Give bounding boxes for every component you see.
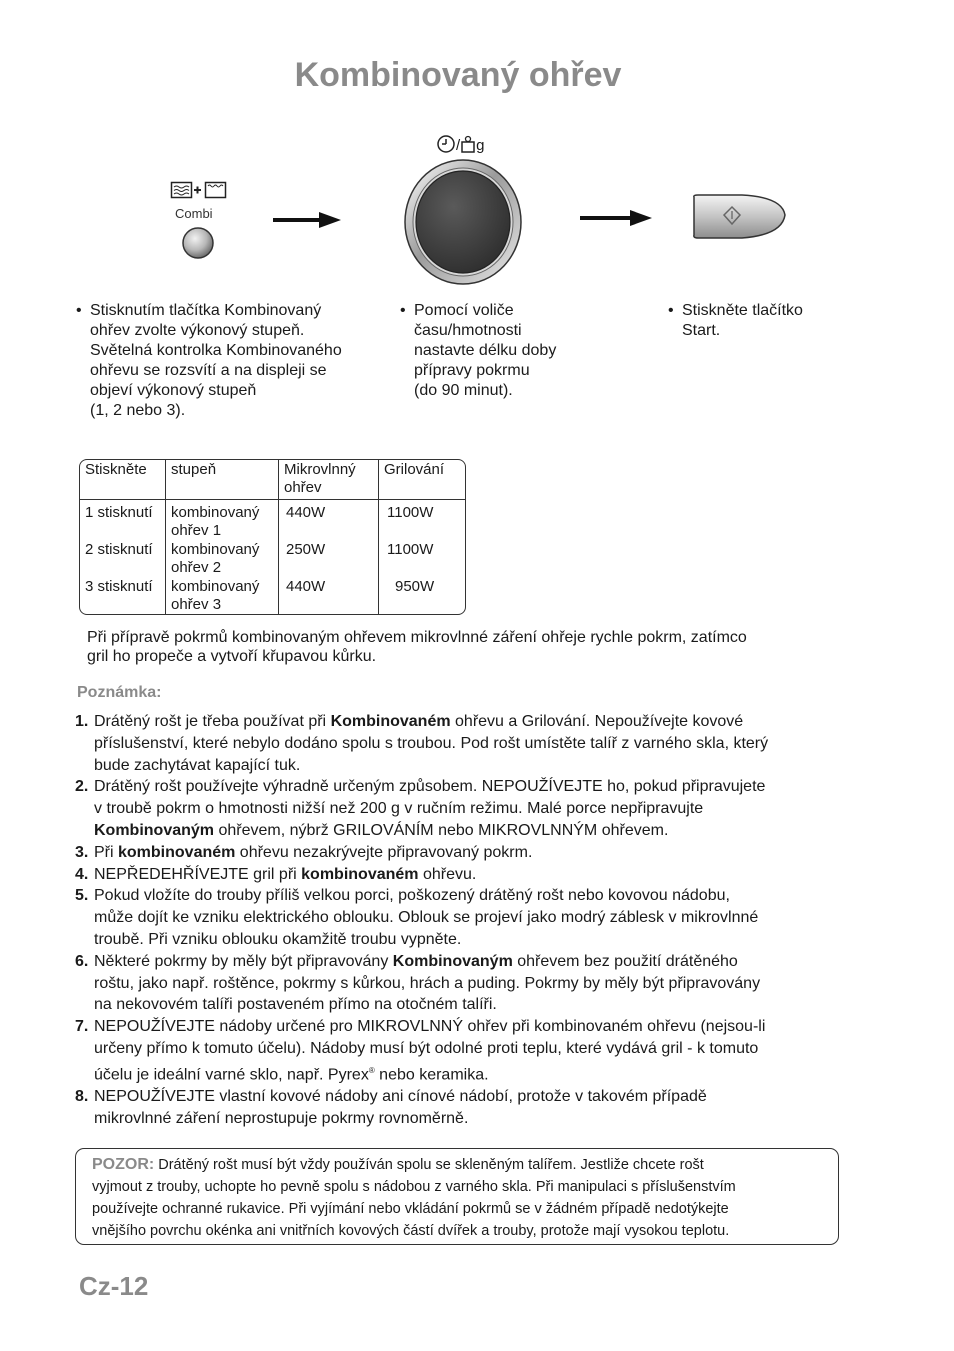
notes-list (75, 711, 855, 1129)
note-number: 5. (75, 887, 89, 905)
level-line: kombinovaný (171, 504, 260, 521)
text-line: roštu, jako např. roštěnce, pokrmy s kůrkou, hrách a puding. Pokrmy by měly být připravovány (94, 974, 761, 992)
text-line: objeví výkonový stupeň (90, 382, 257, 399)
level-line: ohřev 2 (171, 559, 222, 576)
bold-run: Kombinovaným (392, 952, 513, 970)
text-run: Drátěný rošt musí být vždy používán spolu se skleněným talířem. Jestliže chcete rošt (154, 1157, 704, 1173)
time-weight-dial-group (400, 130, 526, 290)
power-level-table (79, 459, 466, 615)
text-line: ohřevu se rozsvítí a na displeji se (90, 362, 327, 379)
text-line: může dojít ke vzniku elektrického oblouku. Oblouk se projeví jako modrý záblesk v mikrovlnné (94, 909, 759, 927)
text-run: NEPŘEDEHŘÍVEJTE gril při (94, 865, 302, 883)
list-item (75, 842, 855, 864)
note-number: 6. (75, 952, 89, 970)
text-line: určeny přímo k tomuto účelu). Nádoby musí být odolné proti teplu, které vydává gril - k tomuto (94, 1039, 759, 1057)
intro-paragraph (87, 628, 747, 666)
level-line: kombinovaný (171, 578, 260, 595)
text-line (94, 820, 855, 842)
table-header-row (80, 460, 465, 500)
text-run: ohřevem, nýbrž GRILOVÁNÍM nebo MIKROVLNNÝM ohřevem. (214, 821, 669, 839)
text-line: v troubě pokrm o hmotnosti nižší než 200 g v ručním režimu. Malé porce nepřipravujte (94, 800, 704, 818)
list-item (75, 951, 855, 1016)
list-item (75, 776, 855, 841)
bold-run: kombinovaném (301, 865, 419, 883)
note-number: 2. (75, 778, 89, 796)
text-line (94, 951, 855, 973)
text-line: času/hmotnosti (414, 322, 522, 339)
text-line: používejte ochranné rukavice. Při vyjímání nebo vkládání pokrmů se v žádném případě nedotýkejte (92, 1201, 729, 1217)
dial-unit: g (476, 137, 485, 154)
text-line: Při přípravě pokrmů kombinovaným ohřevem mikrovlnné záření ohřeje rychle pokrm, zatímco (87, 629, 747, 646)
start-button[interactable] (690, 193, 788, 241)
text-line: troubě. Při vzniku oblouku okamžitě troubu vypněte. (94, 930, 462, 948)
grill-power-cell: 950W (378, 577, 465, 614)
level-cell (165, 577, 278, 614)
arrow-right-icon (273, 210, 343, 230)
combi-button[interactable] (181, 226, 215, 260)
text-run: nebo keramika. (374, 1066, 489, 1084)
note-number: 8. (75, 1087, 89, 1105)
level-line: ohřev 1 (171, 522, 222, 539)
list-item (75, 711, 855, 776)
text-line: vnějšího povrchu okénka ani vnitřních kovových částí dvířek a trouby, protože mají vysokou teplotu. (92, 1223, 730, 1239)
text-line (94, 1060, 855, 1086)
press-cell: 1 stisknutí (85, 504, 153, 521)
text-line: Pokud vložíte do trouby příliš velkou porci, poškozený drátěný rošt nebo kovovou nádobu, (94, 887, 730, 905)
text-line (92, 1154, 828, 1176)
list-item (75, 1086, 855, 1130)
level-cell (165, 500, 278, 540)
text-run: ohřevu nezakrývejte připravovaný pokrm. (235, 843, 533, 861)
table-row (80, 500, 465, 540)
text-line: Pomocí voliče (414, 302, 514, 319)
combi-label: Combi (175, 206, 213, 221)
text-line: NEPOUŽÍVEJTE vlastní kovové nádoby ani cínové nádobí, protože v takovém případě (94, 1087, 707, 1105)
step-3-text (668, 301, 803, 341)
text-line: přípravy pokrmu (414, 362, 530, 379)
header-press: Stiskněte (80, 460, 165, 500)
grill-power-cell: 1100W (378, 500, 465, 540)
arrow-right-icon (580, 208, 654, 228)
text-line: NEPOUŽÍVEJTE nádoby určené pro MIKROVLNNÝ ohřev při kombinovaném ohřevu (nejsou-li (94, 1018, 766, 1036)
text-line: vyjmout z trouby, uchopte ho pevně spolu s nádobou z varného skla. Při manipulaci s příslušenstvím (92, 1179, 736, 1195)
clock-icon (436, 134, 456, 154)
text-run: Některé pokrmy by měly být připravovány (94, 952, 393, 970)
list-item (75, 864, 855, 886)
text-line: (do 90 minut). (414, 382, 513, 399)
text-run: ohřevu a Grilování. Nepoužívejte kovové (450, 713, 744, 730)
header-microwave (278, 460, 378, 500)
text-line: Drátěný rošt používejte výhradně určeným způsobem. NEPOUŽÍVEJTE ho, pokud připravujete (94, 778, 766, 796)
note-number: 1. (75, 713, 89, 730)
page-title: Kombinovaný ohřev (294, 56, 622, 94)
text-run: účelu je ideální varné sklo, např. Pyrex (94, 1066, 369, 1084)
header-level: stupeň (165, 460, 278, 500)
text-line (94, 711, 855, 733)
text-line: (1, 2 nebo 3). (90, 402, 186, 419)
text-run: Při (94, 843, 118, 861)
text-run: Drátěný rošt je třeba používat při (94, 713, 331, 730)
text-line (94, 864, 855, 886)
step-2-text (400, 301, 556, 401)
text-line: Světelná kontrolka Kombinovaného (90, 342, 342, 359)
text-line: gril ho propeče a vytvoří křupavou kůrku. (87, 648, 377, 665)
level-line: kombinovaný (171, 541, 260, 558)
text-line: Stisknutím tlačítka Kombinovaný (90, 302, 322, 319)
grill-power-cell: 1100W (378, 540, 465, 577)
dial-symbols (436, 134, 485, 156)
text-run: ohřevu. (418, 865, 477, 883)
combi-button-group (166, 180, 232, 264)
note-number: 3. (75, 843, 89, 861)
text-line: ohřev zvolte výkonový stupeň. (90, 322, 305, 339)
microwave-power-cell: 440W (278, 500, 378, 540)
bullet: • (668, 302, 674, 319)
level-cell (165, 540, 278, 577)
microwave-power-cell: 250W (278, 540, 378, 577)
bullet: • (76, 302, 82, 319)
microwave-plus-grill-icon (170, 180, 228, 202)
text-line: Start. (682, 322, 721, 339)
text-line: na nekovovém talíři postaveném přímo na otočném talíři. (94, 996, 497, 1014)
text-line: bude zachytávat kapající tuk. (94, 756, 301, 774)
bold-run: Kombinovaném (330, 713, 451, 730)
text-line: příslušenství, které nebylo dodáno spolu s troubou. Pod rošt umístěte talíř z varného skla, který (94, 734, 769, 752)
bullet: • (400, 302, 406, 319)
page-number: Cz-12 (79, 1271, 149, 1301)
header-grill: Grilování (378, 460, 465, 500)
caution-box (75, 1148, 839, 1245)
text-run: ohřevem bez použití drátěného (512, 952, 738, 970)
list-item (75, 1016, 855, 1086)
registered-mark: ® (368, 1065, 375, 1075)
note-number: 7. (75, 1018, 89, 1036)
press-cell: 3 stisknutí (85, 578, 153, 595)
note-heading: Poznámka: (77, 684, 162, 701)
press-cell: 2 stisknutí (85, 541, 153, 558)
microwave-power-cell: 440W (278, 577, 378, 614)
bold-run: kombinovaném (118, 843, 236, 861)
header-microwave-l1: Mikrovlnný (284, 461, 356, 478)
note-number: 4. (75, 865, 89, 883)
table-row (80, 577, 465, 614)
weight-icon (460, 134, 476, 154)
caution-heading: POZOR: (92, 1156, 155, 1173)
time-weight-dial[interactable] (402, 158, 524, 286)
text-line: Stiskněte tlačítko (682, 302, 803, 319)
level-line: ohřev 3 (171, 596, 222, 613)
text-line (94, 842, 855, 864)
table-row (80, 540, 465, 577)
text-line: mikrovlnné záření neprostupuje pokrmy rovnoměrně. (94, 1109, 469, 1127)
bold-run: Kombinovaným (94, 821, 215, 839)
list-item (75, 885, 855, 950)
step-1-text (76, 301, 342, 421)
text-line: nastavte délku doby (414, 342, 557, 359)
header-microwave-l2: ohřev (284, 479, 322, 496)
dial-separator: / (456, 137, 461, 154)
